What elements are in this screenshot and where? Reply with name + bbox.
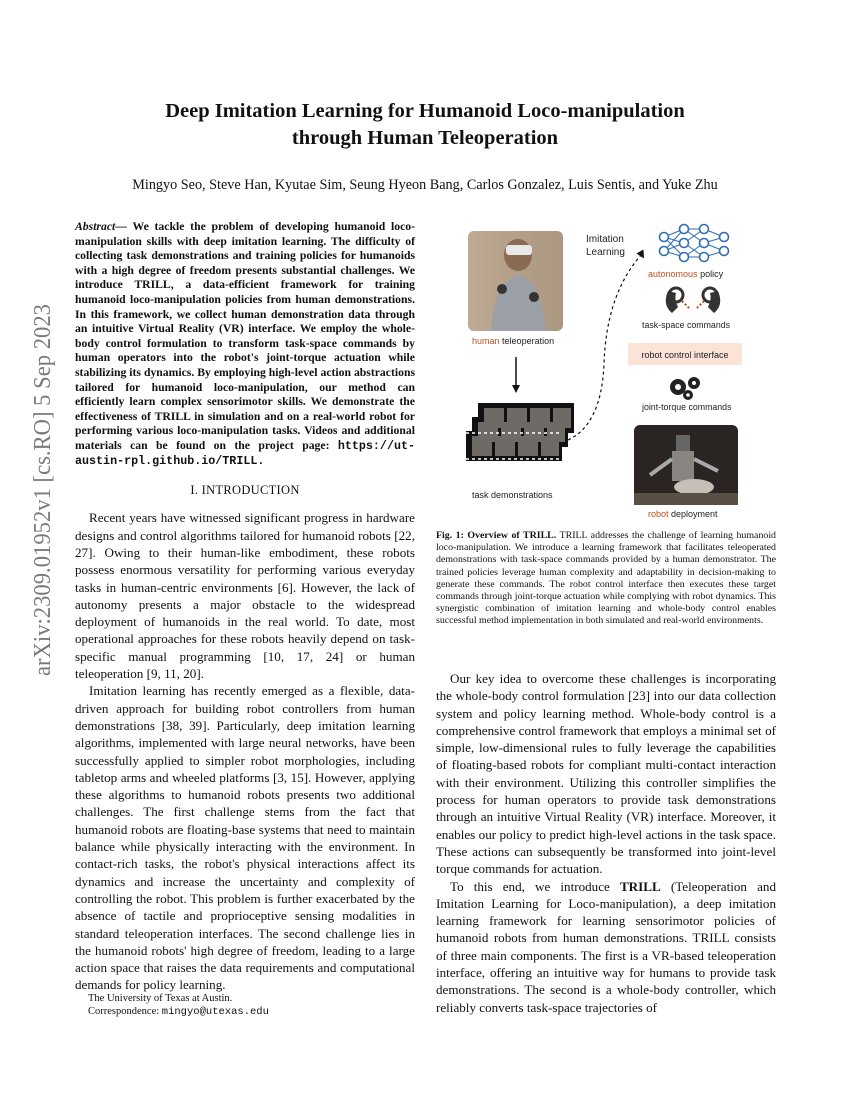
author-list: Mingyo Seo, Steve Han, Kyutae Sim, Seung Hyeon Bang, Carlos Gonzalez, Luis Sentis, and Yuke Zhu [132, 177, 718, 193]
figure-caption [436, 530, 776, 628]
affiliation: The University of Texas at Austin. [88, 993, 233, 1004]
imitation-label-line-2: Learning [586, 247, 625, 258]
caption-text: TRILL addresses the challenge of learning humanoid loco-manipulation. We introduce a learning framework that facilitates teleoperated demonstrations with task-space commands provided by a human demonstrator. The trained policies leverage human complexity and adaptability in decision-making to generate these commands. The robot control interface then executes these target commands through joint-torque actuation while complying with robot dynamics. This synergistic combination of imitation learning and whole-body control enables successful method implementation in both simulated and real-world environments. [436, 530, 776, 627]
left-column [75, 220, 415, 994]
robot-control-interface-label: robot control interface [641, 350, 729, 360]
task-demonstrations-label: task demonstrations [472, 490, 553, 500]
arxiv-stamp-text: arXiv:2309.01952v1 [cs.RO] 5 Sep 2023 [29, 300, 56, 676]
paper-title [75, 98, 775, 152]
title-line-2: through Human Teleoperation [291, 127, 559, 149]
right-paragraph-1: Our key idea to overcome these challenges is incorporating the whole-body control formulation [23] into our data collection system and policy learning method. Whole-body control is a comprehensive control framework that employs a minimal set of simple, low-dimensional rules to fully leverage the capabilities of floating-based robots for compliant multi-contact interaction with their environment. Utilizing this controller simplifies the process for human operators to provide task demonstrations through an intuitive Virtual Reality (VR) interface. Moreover, it enables our policy to predict high-level actions in the task space. These actions can subsequently be transformed into joint-level torque commands for actuation. [436, 671, 776, 877]
robot-deployment-photo [634, 425, 738, 505]
caption-label: Fig. 1: Overview of TRILL. [436, 530, 557, 541]
trill-name: TRILL [619, 878, 661, 894]
gears-icon [670, 377, 700, 400]
title-line-1: Deep Imitation Learning for Humanoid Loco-manipulation [165, 100, 685, 122]
intro-paragraph-2: Imitation learning has recently emerged as a flexible, data-driven approach for building robot controllers from human demonstrations [38, 39]. Particularly, deep imitation learning algorithms, implemented with large neural networks, have been successfully applied to simpler robot morphologies, including tabletop arms and wheeled platforms [3, 15]. However, applying these algorithms to humanoid robots presents two additional challenges. The first challenge stems from the fact that humanoid robots are floating-base systems that need to maintain balance while physically interacting with the environment. In contact-rich tasks, the robot's physical interactions affect its dynamics and increase the uncertainty and complexity of controlling the robot. This problem is further exacerbated by the absence of tactile and proprioceptive sensing modalities in standard teleoperation interfaces. The second challenge lies in the humanoid robots' high degree of freedom, leading to a large action space that raises the data requirements and computational demands for policy learning. [75, 683, 415, 993]
neural-network-icon [660, 225, 729, 262]
arxiv-stamp [18, 300, 62, 680]
right-paragraph-2: To this end, we introduce TRILL (Teleoperation and Imitation Learning for Loco-manipulation), a deep imitation learning framework for learning sensorimotor policies of humanoid robots from human demonstrations. TRILL consists of three main components. The first is a VR-based teleoperation interface, offering an intuitive way for humans to provide task demonstrations. The second is a whole-body controller, which reliably converts task-space trajectories of [436, 878, 777, 1015]
vr-controllers-icon [666, 288, 721, 313]
trill-acronym: (Teleoperation and Imitation Learning for Loco-manipulation), [436, 878, 776, 911]
abstract-label: Abstract [75, 220, 116, 233]
imitation-label-line-1: Imitation [586, 234, 624, 245]
project-url[interactable]: https://ut-austin-rpl.github.io/TRILL. [75, 438, 415, 468]
section-heading-introduction: I. INTRODUCTION [190, 483, 300, 498]
joint-torque-commands-label: joint-torque commands [642, 402, 732, 412]
figure-1 [436, 215, 776, 523]
down-arrow [512, 357, 520, 393]
robot-deployment-label: robot deployment [648, 509, 718, 519]
footnote [88, 992, 418, 1019]
correspondence-label: Correspondence: [88, 1006, 160, 1017]
intro-paragraph-1: Recent years have witnessed significant progress in hardware designs and control algorithms tailored for humanoid robots [22, 27]. Owing to their human-like embodiment, these robots possess enormous versatility for performing various everyday tasks in human-centric environments [6]. However, the lack of autonomy presents a major obstacle to the widespread deployment of humanoids in the real world. To date, most operational approaches for these robots heavily depend on task-specific manual programming [10, 17, 24] or human teleoperation [9, 11, 20]. [75, 510, 415, 682]
correspondence-email[interactable]: mingyo@utexas.edu [161, 1006, 269, 1018]
film-strip-stack [466, 403, 574, 461]
abstract-body: We tackle the problem of developing humanoid loco-manipulation skills with deep imitation learning. The difficulty of collecting task demonstrations and training policies for humanoids with a high degree of freedom presents substantial challenges. We introduce TRILL, a data-efficient framework for training humanoid loco-manipulation policies from human demonstrations. In this framework, we collect human demonstration data through an intuitive Virtual Reality (VR) interface. We employ the whole-body control formulation to transform task-space commands by human operators into the robot's joint-torque actuation while stabilizing its dynamics. By employing high-level action abstractions tailored for humanoid loco-manipulation, our method can efficiently learn complex sensorimotor skills. We demonstrate the effectiveness of TRILL in simulation and on a real-world robot for performing various loco-manipulation tasks. Videos and additional materials can be found on the project page: [75, 220, 415, 452]
human-teleoperation-label: human teleoperation [472, 336, 555, 346]
human-teleoperation-photo [468, 231, 563, 331]
autonomous-policy-label: autonomous policy [648, 269, 724, 279]
right-column [436, 670, 776, 1016]
abstract: Abstract— We tackle the problem of developing humanoid loco-manipulation skills with deep imitation learning. The difficulty of collecting task demonstrations and training policies for humanoids with a high degree of freedom presents substantial challenges. We introduce TRILL, a data-efficient framework for training humanoid loco-manipulation policies from human demonstrations. In this framework, we collect human demonstration data through an intuitive Virtual Reality (VR) interface. We employ the whole-body control formulation to transform task-space commands by human operators into the robot's joint-torque actuation while stabilizing its dynamics. By employing high-level action abstractions tailored for humanoid loco-manipulation, our method can efficiently learn complex sensorimotor skills. We demonstrate the effectiveness of TRILL in simulation and on a real-world robot for performing various loco-manipulation tasks. Videos and additional materials can be found on the project page: https://ut-austin-rpl.github.io/TRILL. [75, 220, 415, 468]
task-space-commands-label: task-space commands [642, 320, 731, 330]
